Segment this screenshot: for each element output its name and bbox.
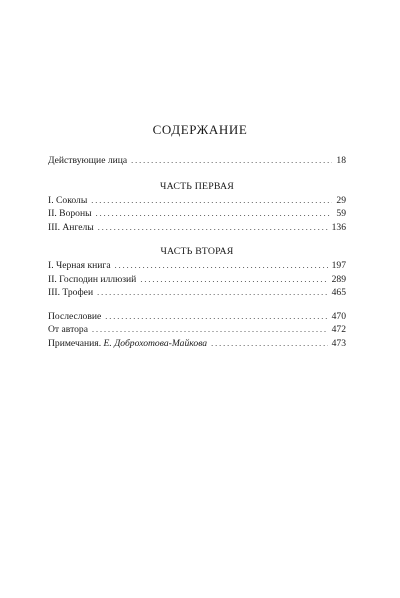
toc-entry-label: I. Черная книга <box>48 260 111 271</box>
toc-entry-notes <box>48 337 346 351</box>
toc-entry <box>48 221 346 235</box>
toc-entry-page: 29 <box>336 194 346 206</box>
toc-entry <box>48 194 346 208</box>
toc-entry-label-prefix: Примечания. <box>48 337 102 349</box>
toc-entry-page: 473 <box>331 337 346 349</box>
toc-entry-page: 289 <box>331 273 346 285</box>
toc-entry-page: 18 <box>336 155 346 166</box>
toc-entry <box>48 207 346 221</box>
toc-entry-label <box>48 337 207 351</box>
dot-leader <box>92 323 328 337</box>
page-title: СОДЕРЖАНИЕ <box>152 122 248 137</box>
toc-entry <box>48 259 346 273</box>
toc-entry-page: 472 <box>331 324 346 335</box>
dot-leader <box>105 310 327 324</box>
toc-entry-afterword <box>48 310 346 324</box>
part-heading-1: ЧАСТЬ ПЕРВАЯ <box>160 180 234 192</box>
table-of-contents <box>48 154 346 350</box>
toc-entry-page: 197 <box>331 260 346 271</box>
toc-entry-page: 470 <box>331 310 346 322</box>
toc-entry-page: 465 <box>331 287 346 298</box>
toc-entry <box>48 286 346 300</box>
toc-entry-label: II. Вороны <box>48 208 92 219</box>
dot-leader <box>211 337 328 351</box>
toc-entry-from-author <box>48 323 346 337</box>
toc-entry-label: Послесловие <box>48 310 102 322</box>
toc-entry-label: I. Соколы <box>48 194 88 206</box>
toc-entry-label: III. Ангелы <box>48 221 94 233</box>
dot-leader <box>96 207 333 221</box>
part-heading-2: ЧАСТЬ ВТОРАЯ <box>160 246 234 257</box>
toc-entry-label: III. Трофеи <box>48 287 94 298</box>
toc-entry <box>48 273 346 287</box>
toc-entry-label: II. Господин иллюзий <box>48 273 137 285</box>
toc-entry-intro <box>48 154 346 168</box>
dot-leader <box>131 154 332 168</box>
toc-entry-page: 59 <box>336 208 346 219</box>
toc-entry-label: Действующие лица <box>48 155 128 166</box>
toc-entry-page: 136 <box>331 221 346 233</box>
dot-leader <box>98 221 328 235</box>
dot-leader <box>97 286 328 300</box>
dot-leader <box>115 259 328 273</box>
dot-leader <box>140 273 327 287</box>
toc-entry-label: От автора <box>48 324 88 335</box>
toc-entry-label-author: Е. Доброхотова-Майкова <box>103 337 208 349</box>
dot-leader <box>91 194 332 208</box>
